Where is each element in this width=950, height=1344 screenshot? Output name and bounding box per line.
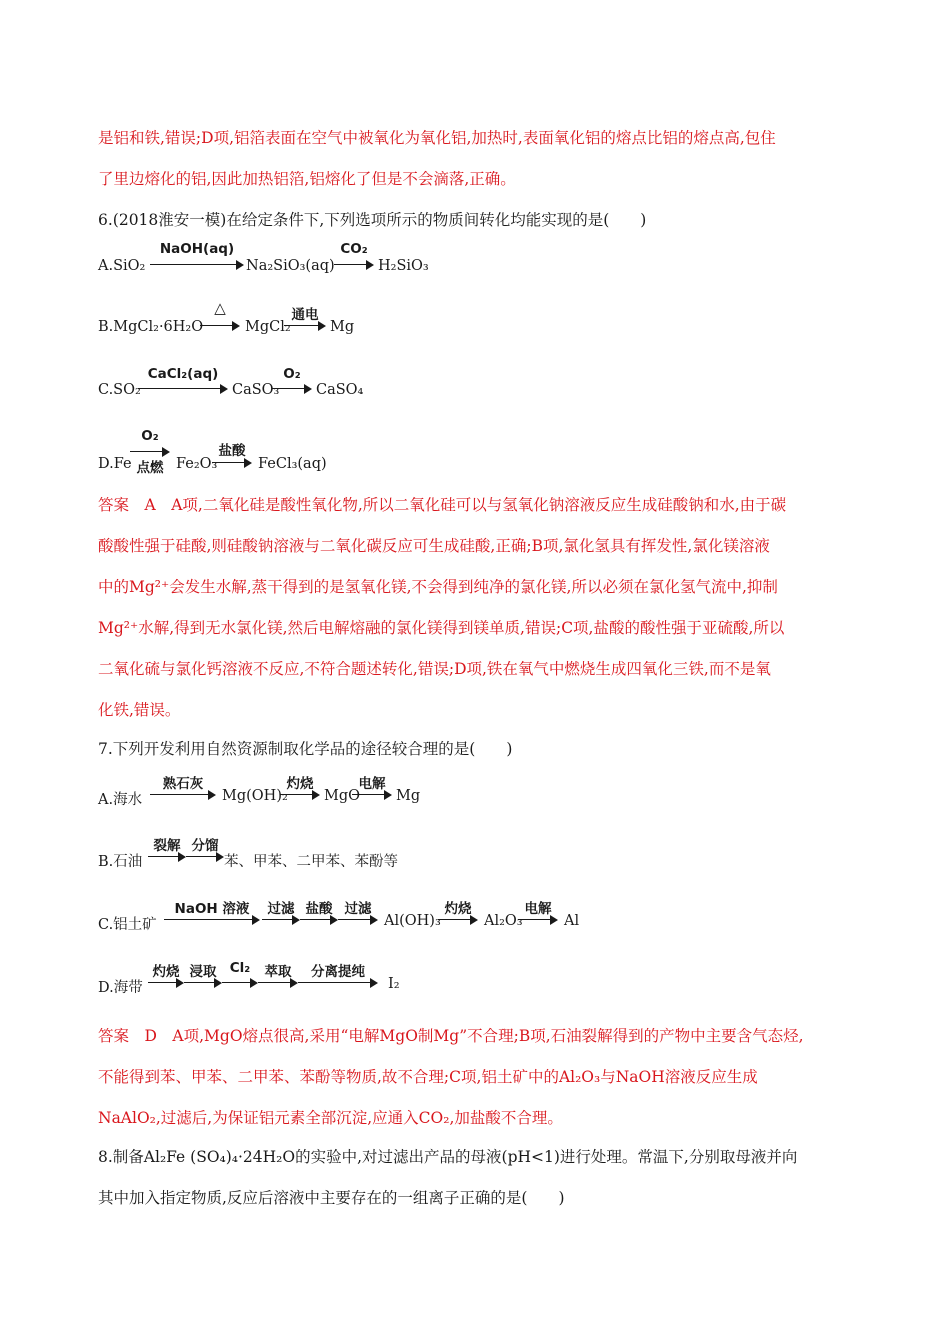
q6-d-cond-2: 盐酸 <box>218 443 246 459</box>
arrow-icon <box>184 978 222 988</box>
q7-a-mid-1: Mg(OH)₂ <box>222 788 288 804</box>
q7-a-mid-2: MgO <box>324 788 361 804</box>
q6-d-product: FeCl₃(aq) <box>258 456 327 472</box>
q6-a-cond-1: NaOH(aq) <box>159 241 235 257</box>
q7-a-cond-3: 电解 <box>358 776 386 792</box>
q7-c-cond-5: 灼烧 <box>444 901 472 917</box>
q6-answer-line-5: 二氧化硫与氯化钙溶液不反应,不符合题述转化,错误;D项,铁在氧气中燃烧生成四氧化三铁,而不是氧 <box>98 660 771 678</box>
arrow-icon <box>334 260 374 270</box>
arrow-icon <box>300 915 338 925</box>
q7-a-label: A.海水 <box>98 792 143 808</box>
q6-answer-line-6: 化铁,错误。 <box>98 701 181 719</box>
arrow-icon <box>518 915 558 925</box>
arrow-icon <box>186 852 224 862</box>
arrow-icon <box>164 915 260 925</box>
q6-a-mid-1: Na₂SiO₃(aq) <box>246 258 335 274</box>
q6-b-cond-1: △ <box>214 299 226 317</box>
q6-answer-line-2: 酸酸性强于硅酸,则硅酸钠溶液与二氧化碳反应可生成硅酸,正确;B项,氯化氢具有挥发性,氯化镁溶液 <box>98 537 770 555</box>
q7-b-product: 苯、甲苯、二甲苯、苯酚等 <box>224 854 398 870</box>
q7-answer-line-2: 不能得到苯、甲苯、二甲苯、苯酚等物质,故不合理;C项,铝土矿中的Al₂O₃与NaOH溶液反应生成 <box>98 1068 758 1086</box>
q6-b-mid-1: MgCl₂ <box>245 319 291 335</box>
q6-c-product: CaSO₄ <box>316 382 364 398</box>
q7-stem: 7.下列开发利用自然资源制取化学品的途径较合理的是( ) <box>98 740 513 758</box>
q7-c-cond-4: 过滤 <box>344 901 372 917</box>
arrow-icon <box>438 915 478 925</box>
q7-d-cond-4: 萃取 <box>264 964 292 980</box>
q7-b-cond-1: 裂解 <box>153 838 181 854</box>
q7-a-cond-1: 熟石灰 <box>162 776 204 792</box>
q6-d-mid-1: Fe₂O₃ <box>176 456 218 472</box>
q8-stem-line-1: 8.制备Al₂Fe (SO₄)₄·24H₂O的实验中,对过滤出产品的母液(pH<1)进行处理。常温下,分别取母液并向 <box>98 1148 798 1166</box>
q7-c-cond-6: 电解 <box>524 901 552 917</box>
arrow-icon <box>284 321 326 331</box>
q6-c-cond-2: O₂ <box>283 366 301 382</box>
arrow-icon <box>150 260 244 270</box>
arrow-icon <box>150 790 216 800</box>
q6-c-mid-1: CaSO₃ <box>232 382 280 398</box>
q7-d-product: I₂ <box>388 976 400 992</box>
q6-c-label: C.SO₂ <box>98 382 141 398</box>
arrow-icon <box>258 978 298 988</box>
intro-answer-line-1: 是铝和铁,错误;D项,铝箔表面在空气中被氧化为氧化铝,加热时,表面氧化铝的熔点比铝的熔点高,包住 <box>98 129 776 147</box>
q7-d-label: D.海带 <box>98 980 143 996</box>
q7-c-label: C.铝土矿 <box>98 917 157 933</box>
q6-d-cond-1b: 点燃 <box>136 460 164 476</box>
q7-a-cond-2: 灼烧 <box>286 776 314 792</box>
intro-answer-line-2: 了里边熔化的铝,因此加热铝箔,铝熔化了但是不会滴落,正确。 <box>98 170 516 188</box>
arrow-icon <box>338 915 378 925</box>
q6-a-cond-2: CO₂ <box>340 241 368 257</box>
q6-b-product: Mg <box>330 319 355 335</box>
q7-c-cond-3: 盐酸 <box>305 901 333 917</box>
arrow-icon <box>200 321 240 331</box>
q7-b-label: B.石油 <box>98 854 143 870</box>
arrow-icon <box>138 384 228 394</box>
arrow-icon <box>352 790 392 800</box>
q7-answer-line-3: NaAlO₂,过滤后,为保证铝元素全部沉淀,应通入CO₂,加盐酸不合理。 <box>98 1109 563 1127</box>
q6-answer-line-1: 答案 A A项,二氧化硅是酸性氧化物,所以二氧化硅可以与氢氧化钠溶液反应生成硅酸钠和水,由于碳 <box>98 496 787 514</box>
q7-d-cond-1: 灼烧 <box>152 964 180 980</box>
q6-a-product: H₂SiO₃ <box>378 258 429 274</box>
q7-b-cond-2: 分馏 <box>191 838 219 854</box>
arrow-icon <box>280 790 320 800</box>
q7-c-cond-1: NaOH 溶液 <box>174 901 250 917</box>
q7-a-product: Mg <box>396 788 421 804</box>
q6-answer-line-4: Mg²⁺水解,得到无水氯化镁,然后电解熔融的氯化镁得到镁单质,错误;C项,盐酸的酸性强于亚硫酸,所以 <box>98 619 785 637</box>
q7-answer-line-1: 答案 D A项,MgO熔点很高,采用“电解MgO制Mg”不合理;B项,石油裂解得到的产物中主要含气态烃, <box>98 1027 804 1045</box>
q7-d-cond-3: Cl₂ <box>229 960 251 976</box>
q6-b-label: B.MgCl₂·6H₂O <box>98 319 204 335</box>
q6-c-cond-1: CaCl₂(aq) <box>147 366 219 382</box>
q7-c-product: Al <box>564 913 580 929</box>
q7-d-cond-5: 分离提纯 <box>311 964 365 980</box>
arrow-icon <box>212 458 252 468</box>
q7-c-mid-1: Al(OH)₃ <box>384 913 441 929</box>
q7-c-mid-2: Al₂O₃ <box>484 913 523 929</box>
arrow-icon <box>148 978 184 988</box>
q6-stem: 6.(2018淮安一模)在给定条件下,下列选项所示的物质间转化均能实现的是( ) <box>98 211 647 229</box>
q6-answer-line-3: 中的Mg²⁺会发生水解,蒸干得到的是氢氧化镁,不会得到纯净的氯化镁,所以必须在氯化氢气流中,抑制 <box>98 578 778 596</box>
q7-d-cond-2: 浸取 <box>189 964 217 980</box>
q6-b-cond-2: 通电 <box>291 307 319 323</box>
q6-a-label: A.SiO₂ <box>98 258 146 274</box>
q8-stem-line-2: 其中加入指定物质,反应后溶液中主要存在的一组离子正确的是( ) <box>98 1189 565 1207</box>
q6-d-cond-1a: O₂ <box>141 428 159 444</box>
arrow-icon <box>298 978 378 988</box>
arrow-icon <box>222 978 258 988</box>
q7-c-cond-2: 过滤 <box>267 901 295 917</box>
arrow-icon <box>272 384 312 394</box>
q6-d-label: D.Fe <box>98 456 132 472</box>
arrow-icon <box>148 852 186 862</box>
arrow-icon <box>262 915 300 925</box>
